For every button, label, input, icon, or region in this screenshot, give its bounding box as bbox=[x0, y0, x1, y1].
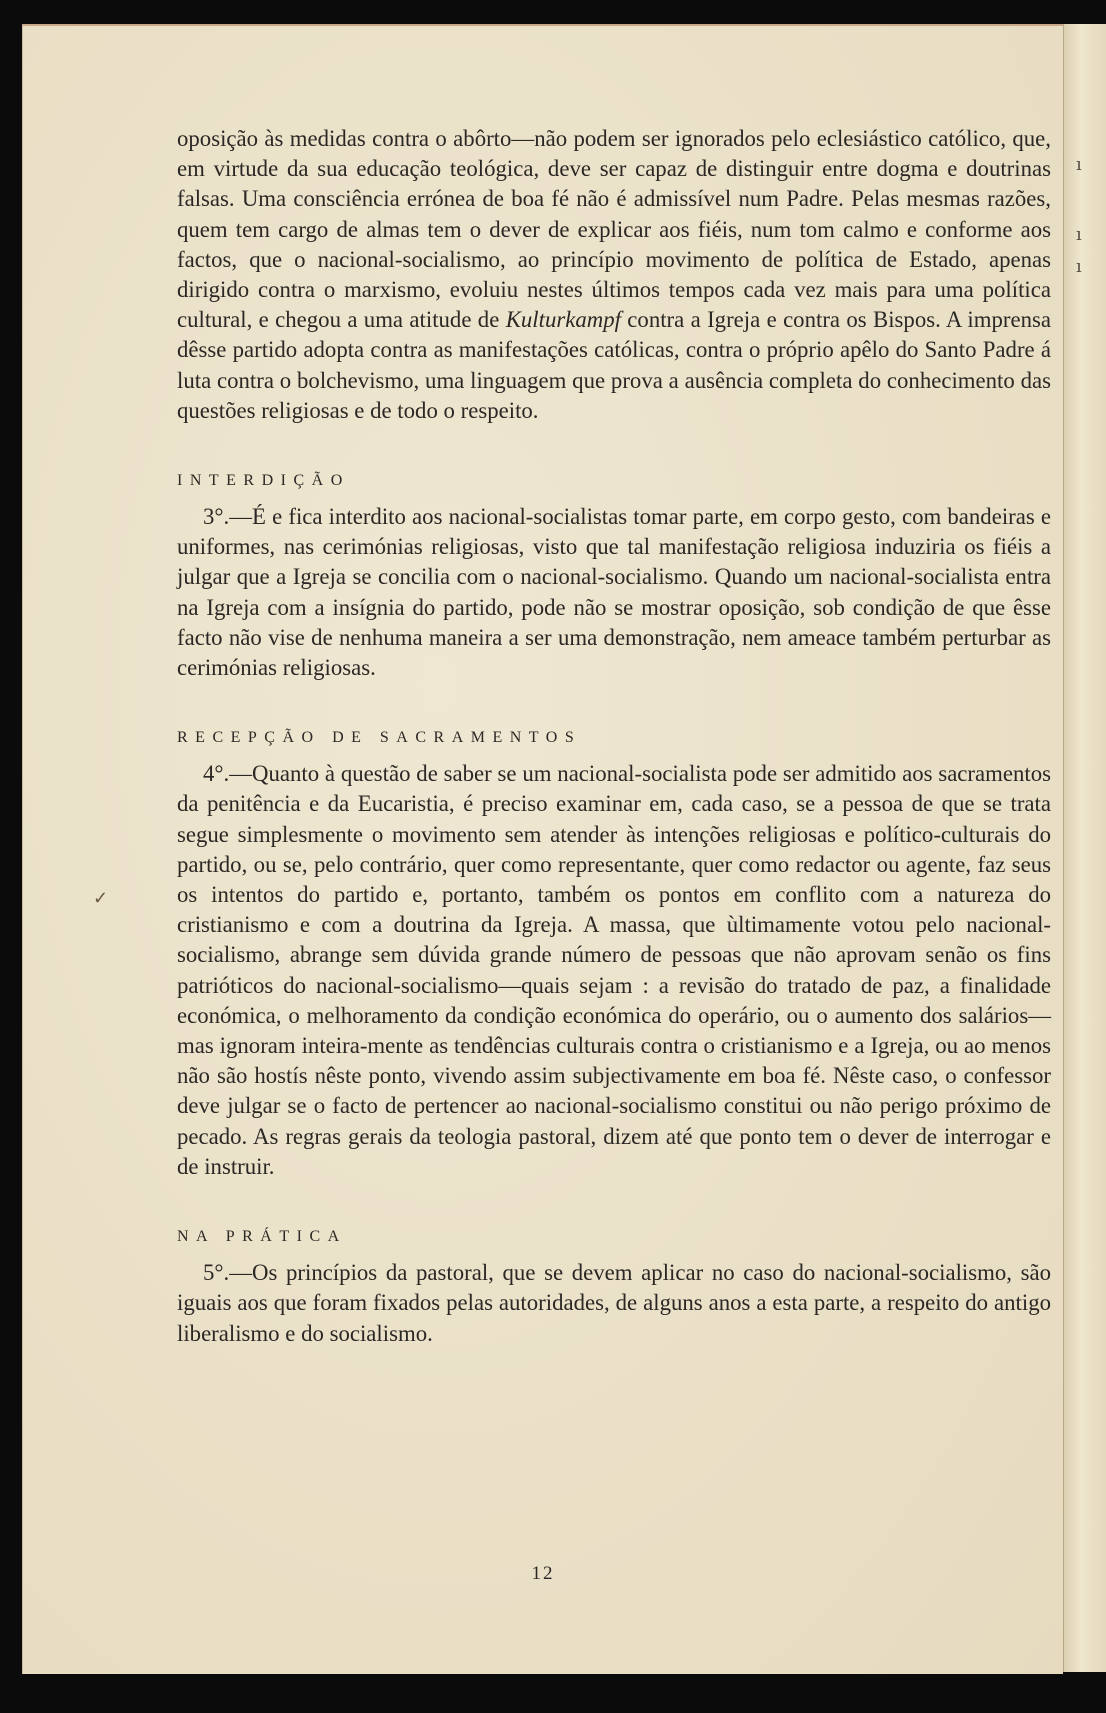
section-gap bbox=[177, 683, 1051, 711]
italic-term: Kulturkampf bbox=[505, 307, 621, 333]
page-body bbox=[177, 124, 1051, 1349]
pencil-mark-icon: ✓ bbox=[93, 888, 109, 909]
edge-mark-icon: ı bbox=[1076, 154, 1082, 175]
section-heading-recepcao: RECEPÇÃO DE SACRAMENTOS bbox=[177, 729, 582, 747]
edge-mark-icon: ı bbox=[1076, 224, 1082, 245]
paragraph-intro bbox=[177, 124, 1051, 426]
next-page-edge bbox=[1063, 24, 1106, 1672]
page-number: 12 bbox=[531, 1563, 555, 1584]
edge-mark-icon: ı bbox=[1076, 256, 1082, 277]
document-page bbox=[22, 24, 1063, 1674]
section-gap bbox=[177, 426, 1051, 454]
section-heading-interdicao: INTERDIÇÃO bbox=[177, 472, 350, 490]
paragraph-intro-text: oposição às medidas contra o abôrto—não podem ser ignorados pelo eclesiástico católico, que, em virtude da sua educação teológica, deve ser capaz de distinguir entre dogma e doutrinas falsas. Uma consciência errónea de boa fé não é admissível num Padre. Pelas mesmas razões, quem tem cargo de almas tem o dever de explicar aos fiéis, num tom calmo e conforme aos factos, que o nacional-socialismo, ao princípio movimento de política de Estado, apenas dirigido contra o marxismo, evoluiu nestes últimos tempos cada vez mais para uma política cultural, e chegou a uma atitude de bbox=[177, 126, 1051, 333]
paragraph-3: 3°.—É e fica interdito aos nacional-socialistas tomar parte, em corpo gesto, com bandeiras e uniformes, nas cerimónias religiosas, visto que tal manifestação religiosa induziria os fiéis a julgar que a Igreja se concilia com o nacional-socialismo. Quando um nacional-socialista entra na Igreja com a insígnia do partido, pode não se mostrar oposição, sob condição de que êsse facto não vise de nenhuma maneira a ser uma demonstração, nem ameace também perturbar as cerimónias religiosas. bbox=[177, 504, 1051, 681]
section-gap bbox=[177, 1182, 1051, 1210]
section-heading-na-pratica: NA PRÁTICA bbox=[177, 1228, 347, 1246]
paragraph-intro-end: contra a Igreja e contra os Bispos. A imprensa dêsse partido adopta contra as manifestações católicas, contra o próprio apêlo do Santo Padre á luta contra o bolchevismo, uma linguagem que prova a ausência completa do conhecimento das questões religiosas e de todo o respeito. bbox=[177, 307, 1051, 423]
paragraph-5: 5°.—Os princípios da pastoral, que se devem aplicar no caso do nacional-socialismo, são iguais aos que foram fixados pelas autoridades, de alguns anos a esta parte, a respeito do antigo liberalismo e do socialismo. bbox=[177, 1260, 1051, 1346]
paragraph-4: 4°.—Quanto à questão de saber se um nacional-socialista pode ser admitido aos sacramentos da penitência e da Eucaristia, é preciso examinar em, cada caso, se a pessoa de que se trata segue simplesmente o movimento sem atender às intenções religiosas e político-culturais do partido, ou se, pelo contrário, quer como representante, quer como redactor ou agente, faz seus os intentos do partido e, portanto, também os pontos em conflito com a natureza do cristianismo e com a doutrina da Igreja. A massa, que ùltimamente votou pelo nacional-socialismo, abrange sem dúvida grande número de pessoas que não aprovam senão os fins patrióticos do nacional-socialismo—quais sejam : a revisão do tratado de paz, a finalidade económica, o melhoramento da condição económica do operário, ou o aumento dos salários—mas ignoram inteira-mente as tendências culturais contra o cristianismo e a Igreja, ou ao menos não são hostís nêste ponto, vivendo assim subjectivamente em boa fé. Nêste caso, o confessor deve julgar se o facto de pertencer ao nacional-socialismo constitui ou não perigo próximo de pecado. As regras gerais da teologia pastoral, dizem até que ponto tem o dever de interrogar e de instruir. bbox=[177, 761, 1051, 1179]
